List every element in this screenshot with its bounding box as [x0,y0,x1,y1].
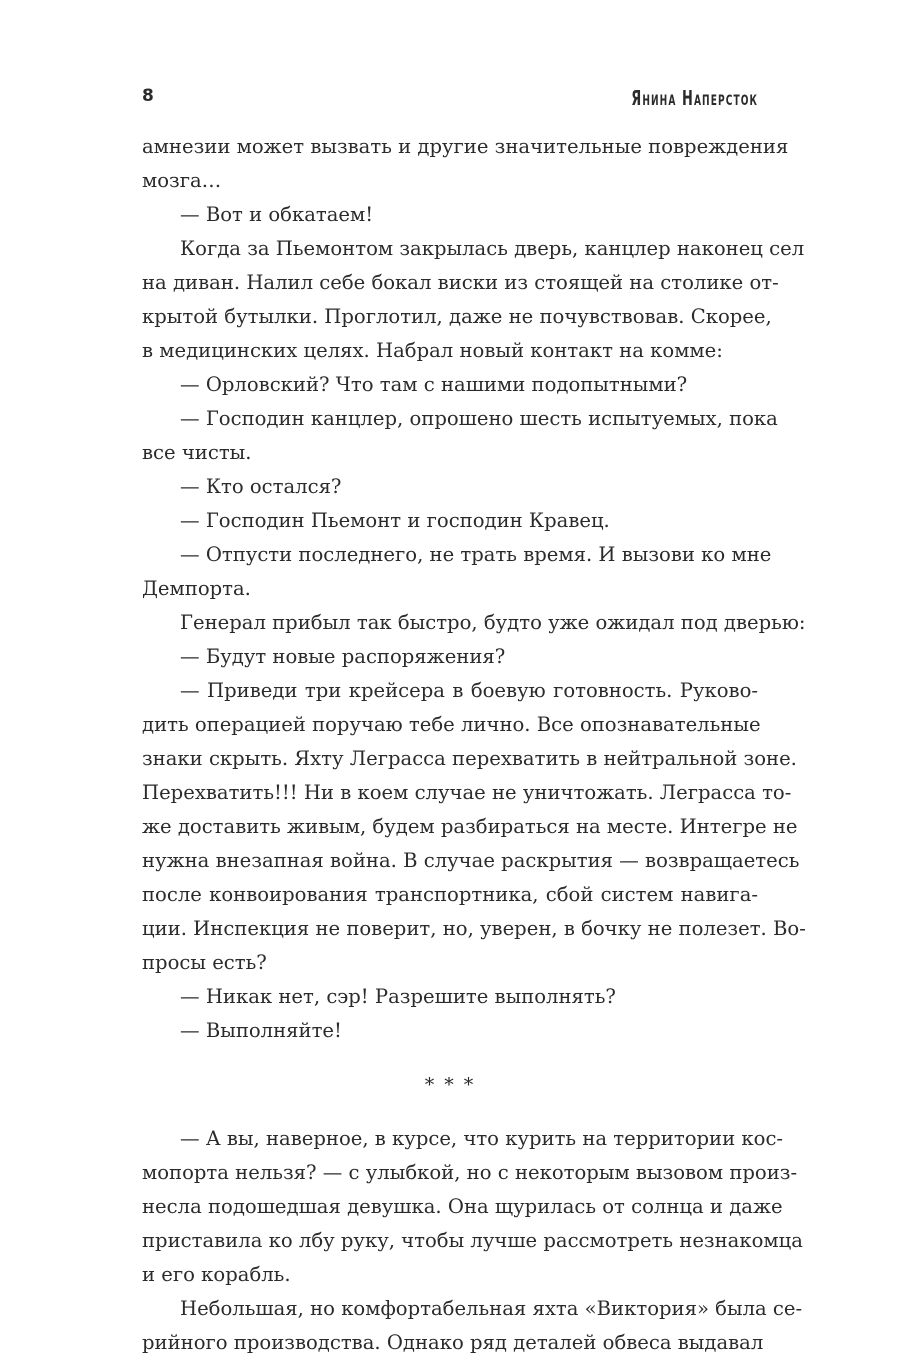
text-line: и его корабль. [142,1263,291,1286]
page-header [142,86,758,114]
text-line: — А вы, наверное, в курсе, что курить на территории кос- [180,1127,784,1150]
text-line: после конвоирования транспортника, сбой систем навига- [142,883,758,906]
text-line: мопорта нельзя? — с улыбкой, но с некоторым вызовом произ- [142,1161,798,1184]
text-line: — Выполняйте! [180,1019,342,1042]
text-line: — Кто остался? [180,475,342,498]
text-line: амнезии может вызвать и другие значительные повреждения [142,135,789,158]
text-line: несла подошедшая девушка. Она щурилась от солнца и даже [142,1195,783,1218]
text-line: рийного производства. Однако ряд деталей обвеса выдавал [142,1331,764,1354]
running-head-author: Янина Наперсток [631,86,758,110]
text-line: — Орловский? Что там с нашими подопытными? [180,373,688,396]
text-line: Перехватить!!! Ни в коем случае не уничтожать. Леграсса то- [142,781,792,804]
text-line: просы есть? [142,951,267,974]
text-line: — Никак нет, сэр! Разрешите выполнять? [180,985,616,1008]
text-line: ции. Инспекция не поверит, но, уверен, в бочку не полезет. Во- [142,917,806,940]
text-line: знаки скрыть. Яхту Леграсса перехватить в нейтральной зоне. [142,747,797,770]
text-line: приставила ко лбу руку, чтобы лучше рассмотреть незнакомца [142,1229,803,1252]
text-line: — Отпусти последнего, не трать время. И вызови ко мне [180,543,772,566]
text-line: же доставить живым, будем разбираться на месте. Интегре не [142,815,798,838]
text-line: нужна внезапная война. В случае раскрытия — возвращаетесь [142,849,800,872]
text-line: в медицинских целях. Набрал новый контакт на комме: [142,339,723,362]
text-line: Демпорта. [142,577,251,600]
text-line: на диван. Налил себе бокал виски из стоящей на столике от- [142,271,779,294]
text-line: крытой бутылки. Проглотил, даже не почувствовав. Скорее, [142,305,772,328]
text-line: Небольшая, но комфортабельная яхта «Виктория» была се- [180,1297,803,1320]
page-number: 8 [142,86,155,106]
text-line: — Вот и обкатаем! [180,203,374,226]
text-line: — Господин канцлер, опрошено шесть испытуемых, пока [180,407,778,430]
text-line: все чисты. [142,441,252,464]
body-text [142,130,806,1360]
text-line: дить операцией поручаю тебе лично. Все опознавательные [142,713,761,736]
text-line: — Приведи три крейсера в боевую готовность. Руково- [180,679,758,702]
text-line: Генерал прибыл так быстро, будто уже ожидал под дверью: [180,611,806,634]
text-line: — Будут новые распоряжения? [180,645,506,668]
section-separator: * * * [424,1074,476,1096]
text-line: мозга… [142,169,222,192]
text-line: Когда за Пьемонтом закрылась дверь, канцлер наконец сел [180,237,805,260]
text-line: — Господин Пьемонт и господин Кравец. [180,509,610,532]
